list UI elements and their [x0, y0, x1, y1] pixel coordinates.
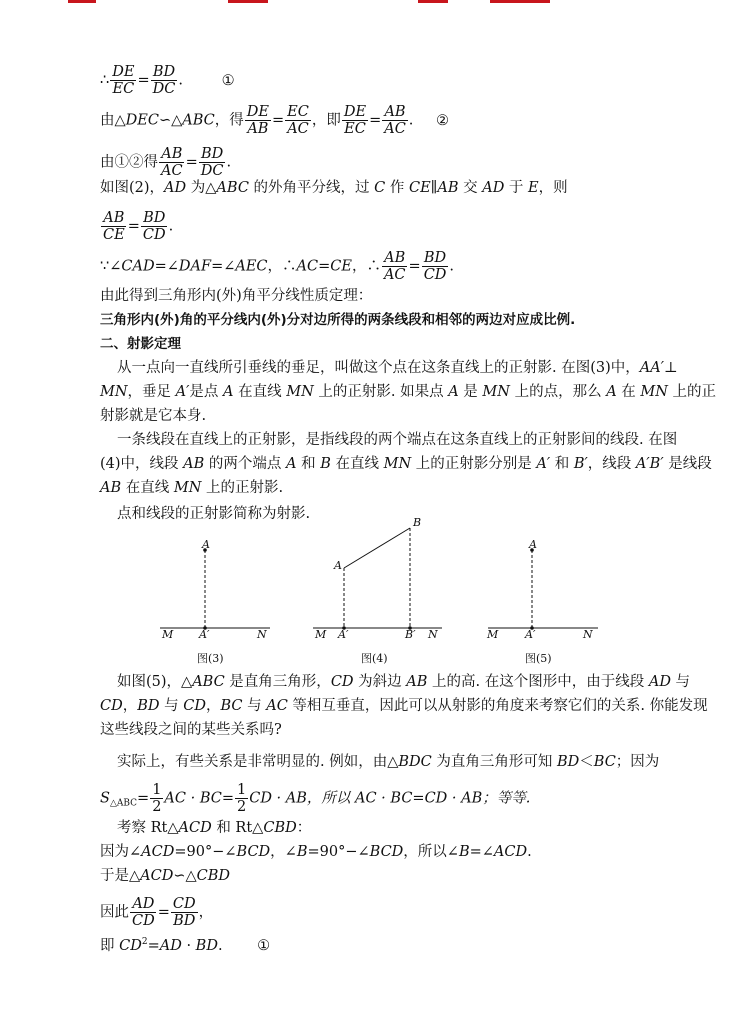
equation-line-3: 由①②得 $\frac{AB}{AC}$ = $\frac{BD}{DC}$ . [100, 146, 232, 179]
para3: 点和线段的正射影简称为射影. [117, 506, 311, 522]
para1-line1: 从一点向一直线所引垂线的垂足，叫做这个点在这条直线上的正射影. 在图(3)中，AA′⊥ [117, 360, 678, 376]
para2-line3: AB 在直线 MN 上的正射影. [100, 480, 284, 496]
figure-4 [310, 515, 445, 650]
para2-line2: (4)中，线段 AB 的两个端点 A 和 B 在直线 MN 上的正射影分别是 A′ 和 B′，线段 A′B′ 是线段 [100, 456, 712, 472]
fig4-label-Ap: A′ [338, 628, 349, 641]
para5-line1: 实际上，有些关系是非常明显的. 例如，由△BDC 为直角三角形可知 BD＜BC；因为 [117, 754, 660, 770]
equation-line-5: $\frac{AB}{CE}$ = $\frac{BD}{CD}$ . [103, 210, 174, 243]
para5-line2: $S_{\triangle ABC}=$ $\frac{1}{2}$ AC · BC= $\frac{1}{2}$ CD · AB，所以 AC · BC=CD · AB；等等. [100, 782, 531, 815]
para2-line1: 一条线段在直线上的正射影，是指线段的两个端点在这条直线上的正射影间的线段. 在图 [117, 432, 678, 448]
fig3-caption: 图(3) [197, 652, 224, 665]
fig4-label-N: N [428, 628, 438, 641]
top-red-marks [0, 0, 752, 5]
result-line: 即 $CD^2=AD$ · BD. ① [100, 937, 271, 954]
theorem-intro: 由此得到三角形内(外)角平分线性质定理： [100, 288, 373, 304]
fig3-label-M: M [162, 628, 174, 641]
fig4-label-Bp: B′ [405, 628, 416, 641]
fig4-label-M: M [315, 628, 327, 641]
fig5-label-Ap: A′ [525, 628, 536, 641]
equation-line-1: ∴ $\frac{DE}{EC}$ = $\frac{BD}{DC}$ . ① [100, 64, 235, 97]
para1-line2: MN，垂足 A′是点 A 在直线 MN 上的正射影. 如果点 A 是 MN 上的点，那么 A 在 MN 上的正 [100, 384, 717, 400]
para4-line1: 如图(5)，△ABC 是直角三角形，CD 为斜边 AB 上的高. 在这个图形中，由于线段 AD 与 [117, 674, 691, 690]
para4-line2: CD，BD 与 CD，BC 与 AC 等相互垂直，因此可以从射影的角度来考察它们的关系. 你能发现 [100, 698, 708, 714]
hence-line: 因此 $\frac{AD}{CD}$ = $\frac{CD}{BD}$ ， [100, 896, 214, 929]
fig4-label-A: A [334, 559, 342, 572]
fig4-label-B: B [413, 516, 422, 529]
section-heading: 二、射影定理 [100, 336, 181, 352]
fig4-caption: 图(4) [361, 652, 388, 665]
theorem-statement: 三角形内(外)角的平分线内(外)分对边所得的两条线段和相邻的两边对应成比例. [100, 312, 576, 328]
fig5-label-N: N [583, 628, 593, 641]
equation-line-6: ∵∠CAD=∠DAF=∠AEC，∴AC=CE，∴ $\frac{AB}{AC}$ = $\frac{BD}{CD}$ . [100, 250, 455, 283]
fig3-label-Ap: A′ [199, 628, 210, 641]
para4-line3: 这些线段之间的某些关系吗? [100, 722, 282, 738]
equation-line-2: 由△DEC∽△ABC，得 $\frac{DE}{AB}$ = $\frac{EC}{AC}$ ，即 $\frac{DE}{EC}$ = $\frac{AB}{AC}$ . ② [100, 104, 450, 137]
fig5-label-A: A [529, 538, 537, 551]
consider-line: 考察 Rt△ACD 和 Rt△CBD： [117, 820, 312, 836]
text-line-4: 如图(2)，AD 为△ABC 的外角平分线，过 C 作 CE∥AB 交 AD 于 E，则 [100, 180, 568, 196]
thus-line: 于是△ACD∽△CBD [100, 868, 231, 884]
fig5-caption: 图(5) [525, 652, 552, 665]
fig5-label-M: M [487, 628, 499, 641]
fig3-label-A: A [202, 538, 210, 551]
because-line: 因为∠ACD=90°−∠BCD，∠B=90°−∠BCD，所以∠B=∠ACD. [100, 844, 532, 860]
para1-line3: 射影就是它本身. [100, 408, 207, 424]
fig3-label-N: N [257, 628, 267, 641]
